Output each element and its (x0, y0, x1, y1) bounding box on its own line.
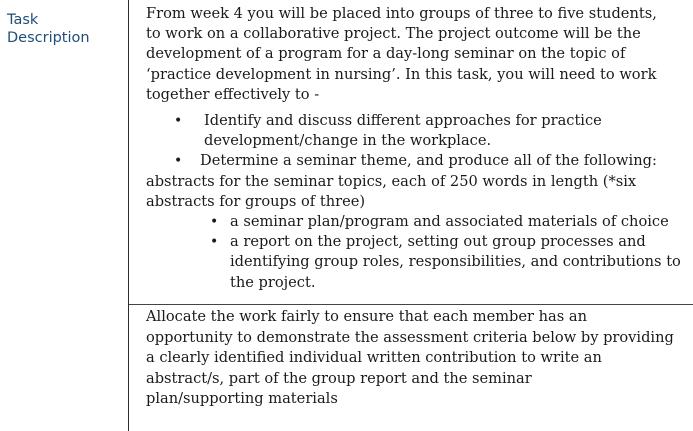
intro-paragraph (146, 4, 686, 105)
label-line-2: Description (7, 30, 90, 46)
column-divider (128, 0, 129, 431)
allocation-line: a clearly identified individual written contribution to write an (146, 349, 602, 367)
allocation-line: Allocate the work fairly to ensure that each member has an (146, 308, 587, 325)
bullet-item-approaches (146, 111, 686, 151)
bullet-dot: • (174, 113, 183, 130)
allocation-line: abstract/s, part of the group report and the seminar (146, 369, 532, 387)
bullet-dot: • (210, 214, 219, 231)
allocation-paragraph (146, 307, 686, 410)
intro-line: ‘practice development in nursing’. In this task, you will need to work (146, 65, 657, 83)
intro-line: development of a program for a day-long seminar on the topic of (146, 45, 626, 63)
intro-line: together effectively to - (146, 85, 320, 103)
bullet-text: development/change in the workplace. (204, 132, 492, 150)
intro-line: From week 4 you will be placed into groups of three to five students, (146, 5, 657, 22)
bullet-text: abstracts for groups of three) (146, 192, 366, 210)
bullet-text: abstracts for the seminar topics, each of 250 words in length (*six (146, 172, 637, 190)
description-content (146, 4, 686, 293)
label-cell (0, 0, 128, 431)
bullet-text: identifying group roles, responsibilities, and contributions to (230, 253, 681, 271)
bullet-text: a seminar plan/program and associated materials of choice (230, 213, 669, 231)
section-rule (129, 304, 693, 305)
bullet-text: the project. (230, 273, 316, 291)
bullet-text: Identify and discuss different approaches for practice (204, 112, 602, 130)
bullet-text: a report on the project, setting out group processes and (230, 233, 646, 251)
label-line-1: Task (7, 12, 39, 28)
bullet-dot: • (174, 153, 183, 170)
allocation-line: plan/supporting materials (146, 390, 338, 408)
task-description-label (7, 11, 125, 47)
intro-line: to work on a collaborative project. The project outcome will be the (146, 25, 641, 43)
bullet-dot: • (210, 234, 219, 251)
bullet-text: Determine a seminar theme, and produce all of the following: (200, 152, 657, 170)
allocation-line: opportunity to demonstrate the assessment criteria below by providing (146, 328, 674, 346)
sub-bullet-seminar-plan (146, 212, 686, 232)
bullet-item-theme (146, 151, 686, 212)
sub-bullet-report (146, 232, 686, 293)
